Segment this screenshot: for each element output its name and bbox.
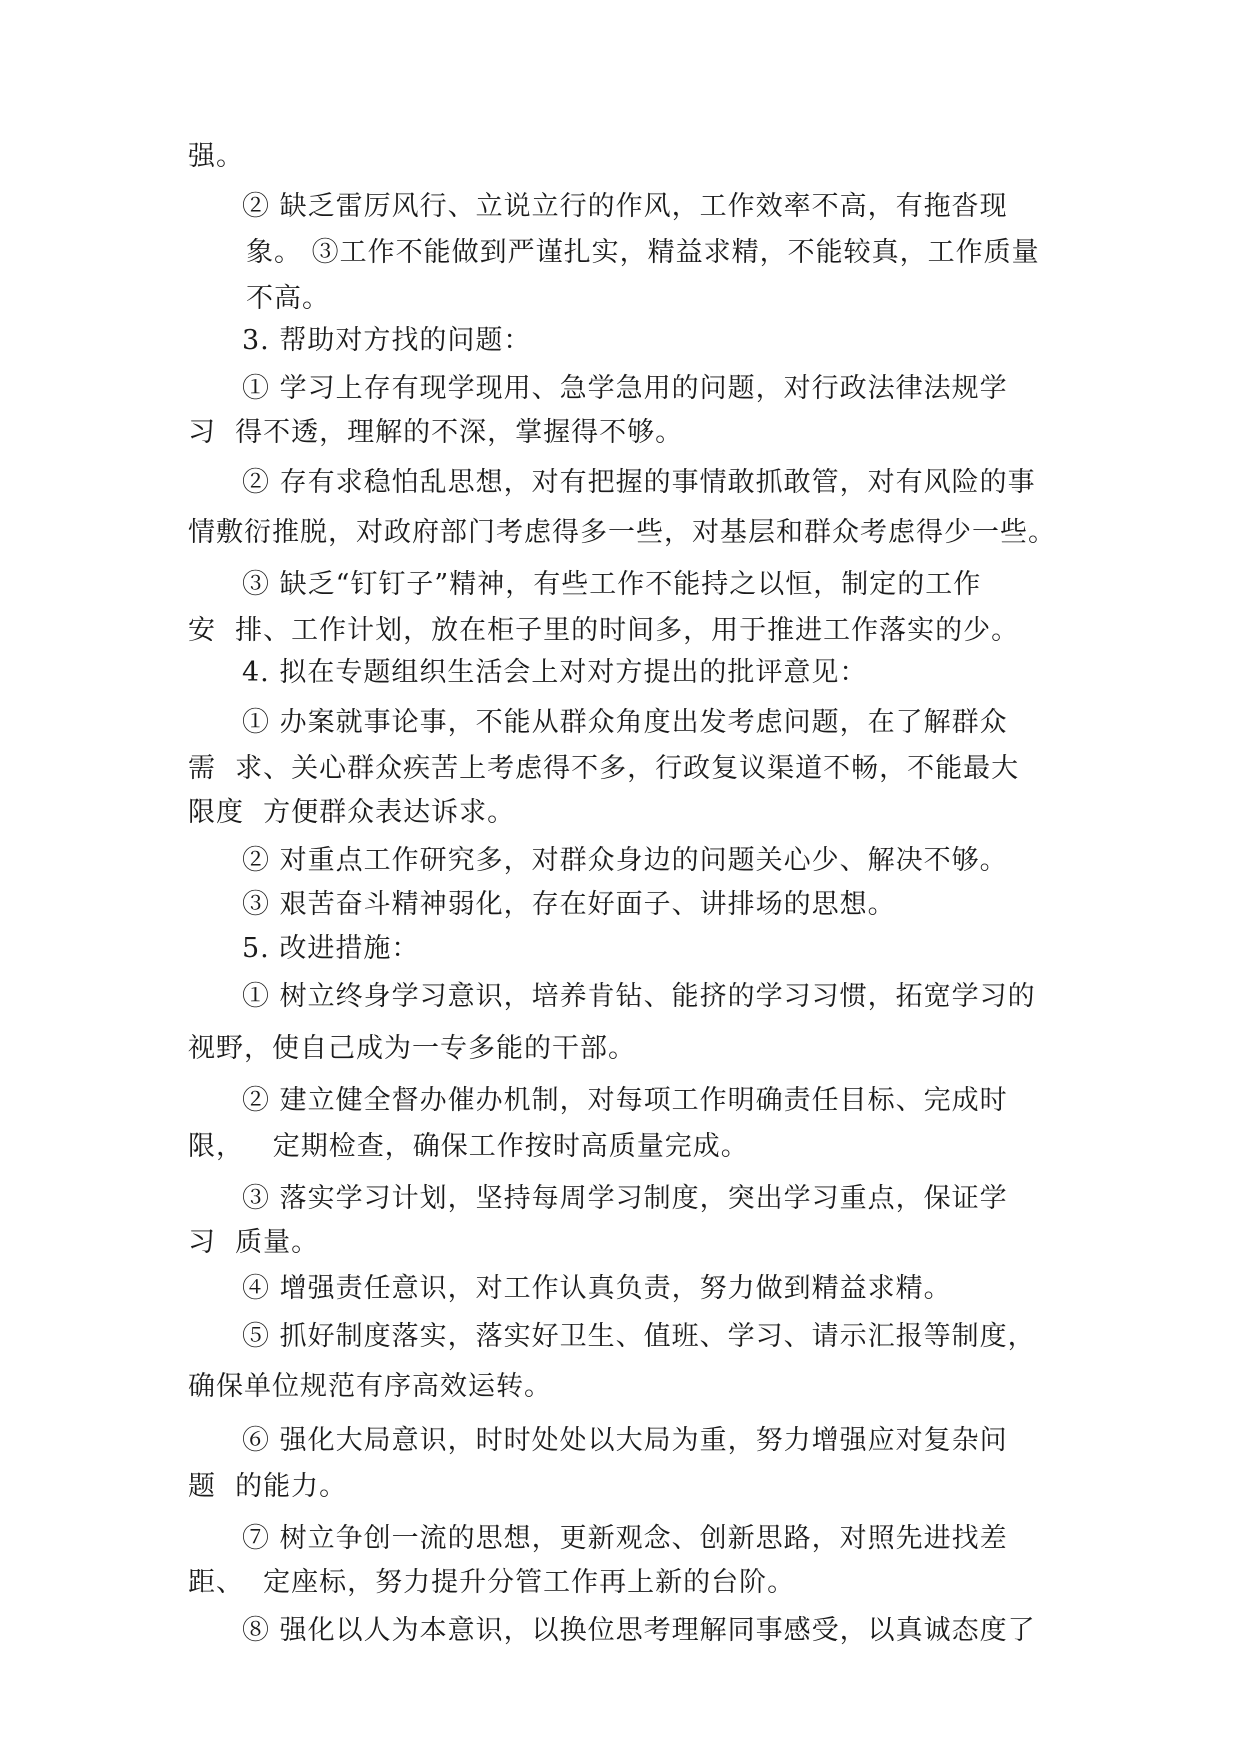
text-line: 确保单位规范有序高效运转。 (188, 1371, 552, 1402)
text-line: 3. 帮助对方找的问题： (242, 325, 532, 356)
text-line: 限， 定期检查，确保工作按时高质量完成。 (188, 1131, 749, 1162)
text-line: 限度 方便群众表达诉求。 (188, 797, 516, 828)
text-line: 习 得不透，理解的不深，掌握得不够。 (188, 417, 684, 448)
text-line: ⑥ 强化大局意识，时时处处以大局为重，努力增强应对复杂问 (242, 1425, 1008, 1456)
text-line: ① 树立终身学习意识，培养肯钻、能挤的学习习惯，拓宽学习的 (242, 981, 1036, 1012)
text-line: 安 排、工作计划，放在柜子里的时间多，用于推进工作落实的少。 (188, 615, 1020, 646)
text-line: 强。 (188, 141, 244, 172)
text-line: 4. 拟在专题组织生活会上对对方提出的批评意见： (242, 657, 868, 688)
text-line: ③ 缺乏“钉钉子”精神，有些工作不能持之以恒，制定的工作 (242, 569, 982, 600)
text-line: 象。 ③工作不能做到严谨扎实，精益求精，不能较真，工作质量 (246, 237, 1040, 268)
text-line: 5. 改进措施： (242, 933, 420, 964)
text-line: ① 学习上存有现学现用、急学急用的问题，对行政法律法规学 (242, 373, 1008, 404)
text-line: ④ 增强责任意识，对工作认真负责，努力做到精益求精。 (242, 1273, 952, 1304)
text-line: 题 的能力。 (188, 1471, 348, 1502)
text-line: ② 缺乏雷厉风行、立说立行的作风，工作效率不高，有拖沓现 (242, 191, 1008, 222)
text-line: ② 建立健全督办催办机制，对每项工作明确责任目标、完成时 (242, 1085, 1008, 1116)
text-line: ③ 艰苦奋斗精神弱化，存在好面子、讲排场的思想。 (242, 889, 896, 920)
text-line: ③ 落实学习计划，坚持每周学习制度，突出学习重点，保证学 (242, 1183, 1008, 1214)
text-line: 情敷衍推脱，对政府部门考虑得多一些，对基层和群众考虑得少一些。 (188, 517, 1056, 548)
text-line: ② 存有求稳怕乱思想，对有把握的事情敢抓敢管，对有风险的事 (242, 467, 1036, 498)
text-line: ⑤ 抓好制度落实，落实好卫生、值班、学习、请示汇报等制度， (242, 1321, 1036, 1352)
text-line: ⑦ 树立争创一流的思想，更新观念、创新思路，对照先进找差 (242, 1523, 1008, 1554)
text-line: 距、 定座标，努力提升分管工作再上新的台阶。 (188, 1567, 796, 1598)
text-line: ⑧ 强化以人为本意识，以换位思考理解同事感受，以真诚态度了 (242, 1615, 1036, 1646)
text-line: 不高。 (246, 283, 330, 314)
text-line: 视野，使自己成为一专多能的干部。 (188, 1033, 636, 1064)
text-line: ② 对重点工作研究多，对群众身边的问题关心少、解决不够。 (242, 845, 1008, 876)
text-line: ① 办案就事论事，不能从群众角度出发考虑问题，在了解群众 (242, 707, 1008, 738)
text-line: 习 质量。 (188, 1227, 320, 1258)
text-line: 需 求、关心群众疾苦上考虑得不多，行政复议渠道不畅，不能最大 (188, 753, 1020, 784)
